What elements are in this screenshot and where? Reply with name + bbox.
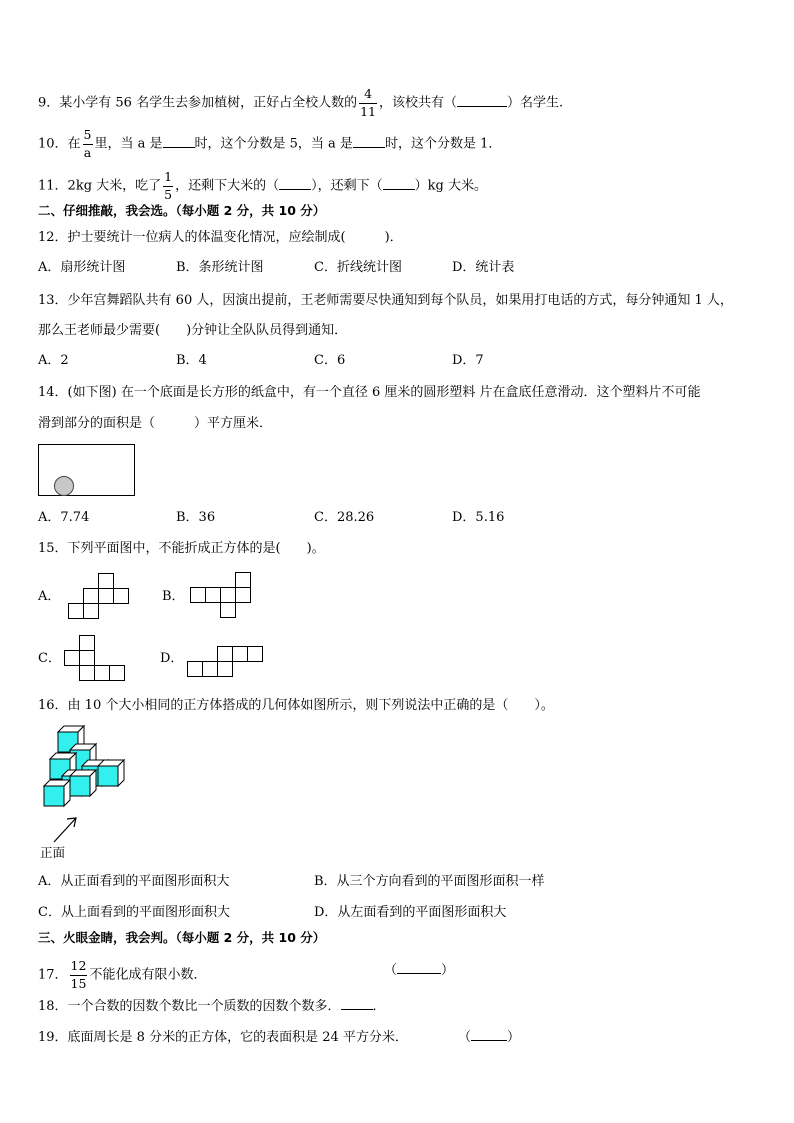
- question-10: 10．在 $\frac{5}{a}$ 里，当 a 是 时，这个分数是 5，当 a 是 时，这个分数是 1．: [38, 127, 502, 160]
- question-14-line1: 14．(如下图) 在一个底面是长方形的纸盒中，有一个直径 6 厘米的圆形塑料 片在盒底任意滑动．这个塑料片不可能: [38, 385, 701, 400]
- fraction-1-5: $\frac{1}{5}$: [164, 169, 173, 202]
- option-d[interactable]: D．7: [452, 353, 484, 368]
- section-2-heading: 二、仔细推敲，我会选。（每小题 2 分，共 10 分）: [38, 203, 326, 218]
- option-a[interactable]: A．2: [38, 353, 69, 368]
- cube: [98, 760, 124, 786]
- question-9: 9．某小学有 56 名学生去参加植树，正好占全校人数的 $\frac{4}{11}$ ，该校共有（ ）名学生.: [38, 86, 564, 119]
- option-b[interactable]: B．36: [176, 510, 216, 525]
- cube: [70, 770, 96, 796]
- net-c-figure[interactable]: [64, 635, 126, 683]
- box-with-disc-figure: [38, 444, 136, 498]
- question-11: 11．2kg 大米，吃了 $\frac{1}{5}$ ，还剩下大米的（ ），还剩下（ ）kg 大米。: [38, 169, 487, 202]
- net-b-figure[interactable]: [190, 572, 252, 620]
- answer-blank[interactable]: [383, 189, 415, 190]
- net-c-label[interactable]: C．: [38, 651, 61, 666]
- option-a[interactable]: A．7.74: [38, 510, 90, 525]
- answer-blank[interactable]: [353, 147, 385, 148]
- front-label: 正面: [40, 845, 66, 860]
- option-a[interactable]: A．扇形统计图: [38, 260, 126, 275]
- question-13-line1: 13．少年宫舞蹈队共有 60 人，因演出提前，王老师需要尽快通知到每个队员，如果用打电话的方式，每分钟通知 1 人，: [38, 293, 733, 308]
- option-b[interactable]: B．4: [176, 353, 207, 368]
- net-a-label[interactable]: A．: [38, 589, 61, 604]
- answer-blank[interactable]: [163, 147, 195, 148]
- question-12: 12．护士要统计一位病人的体温变化情况，应绘制成( )．: [38, 230, 403, 245]
- fraction-12-15: $\frac{12}{15}$: [70, 958, 87, 991]
- option-c[interactable]: C．折线统计图: [314, 260, 402, 275]
- question-13-line2: 那么王老师最少需要( )分钟让全队队员得到通知．: [38, 323, 348, 338]
- net-a-figure[interactable]: [68, 573, 130, 621]
- option-d[interactable]: D．5.16: [452, 510, 505, 525]
- box-rectangle: [39, 445, 135, 496]
- question-15: 15．下列平面图中，不能折成正方体的是( )。: [38, 541, 325, 556]
- answer-blank[interactable]: [341, 1009, 373, 1010]
- answer-blank[interactable]: [457, 106, 507, 107]
- question-17: 17． $\frac{12}{15}$ 不能化成有限小数．: [38, 958, 207, 991]
- judgement-answer-19[interactable]: （ ）: [458, 1030, 521, 1045]
- net-d-label[interactable]: D．: [160, 651, 184, 666]
- section-3-heading: 三、火眼金睛，我会判。（每小题 2 分，共 10 分）: [38, 930, 326, 945]
- front-arrow-icon: [52, 814, 82, 844]
- option-d[interactable]: D．从左面看到的平面图形面积大: [314, 905, 507, 920]
- answer-blank[interactable]: [279, 189, 311, 190]
- net-b-label[interactable]: B．: [162, 589, 185, 604]
- net-d-figure[interactable]: [187, 646, 264, 679]
- option-b[interactable]: B．从三个方向看到的平面图形面积一样: [314, 874, 545, 889]
- cube: [44, 780, 70, 806]
- option-d[interactable]: D．统计表: [452, 260, 515, 275]
- option-c[interactable]: C．6: [314, 353, 346, 368]
- question-19: 19．底面周长是 8 分米的正方体，它的表面积是 24 平方分米．: [38, 1030, 408, 1045]
- fraction-5-a: $\frac{5}{a}$: [83, 127, 92, 160]
- option-b[interactable]: B．条形统计图: [176, 260, 264, 275]
- cube-stack-figure: [40, 722, 140, 822]
- question-18: 18．一个合数的因数个数比一个质数的因数个数多． ．: [38, 999, 386, 1014]
- option-a[interactable]: A．从正面看到的平面图形面积大: [38, 874, 230, 889]
- option-c[interactable]: C．从上面看到的平面图形面积大: [38, 905, 230, 920]
- question-16: 16．由 10 个大小相同的正方体搭成的几何体如图所示，则下列说法中正确的是（ ）。: [38, 698, 554, 713]
- option-c[interactable]: C．28.26: [314, 510, 375, 525]
- fraction-4-11: $\frac{4}{11}$: [360, 86, 376, 119]
- disc-circle: [55, 477, 74, 496]
- question-14-line2: 滑到部分的面积是（ ）平方厘米．: [38, 416, 273, 431]
- judgement-answer-17[interactable]: （ ）: [384, 963, 455, 978]
